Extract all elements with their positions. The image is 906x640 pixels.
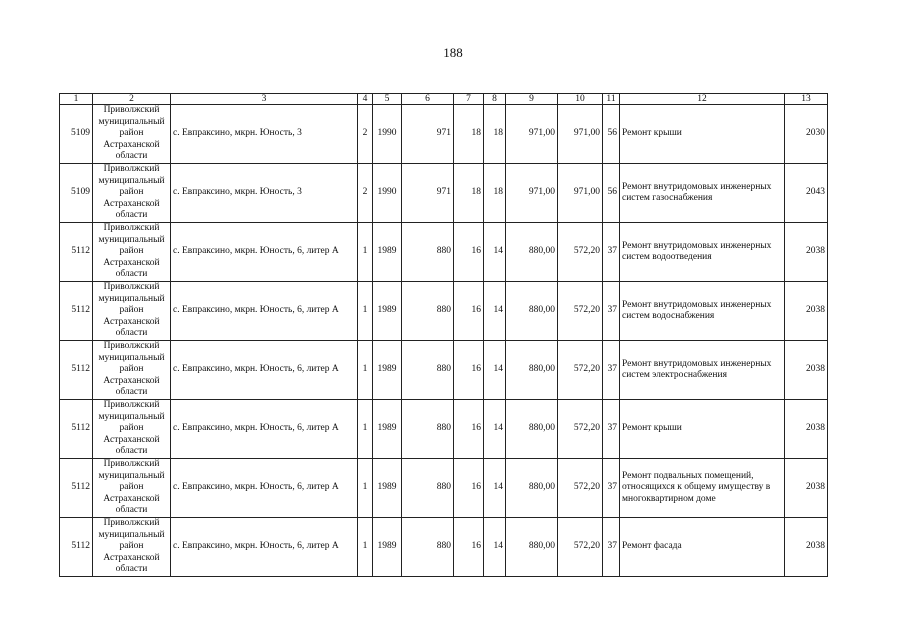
work-type-cell: Ремонт подвальных помещений, относящихся к общему имуществу в многоквартирном доме xyxy=(620,459,785,518)
build-year-cell: 1989 xyxy=(373,400,402,459)
col11-cell: 37 xyxy=(603,459,620,518)
area-cell: 880 xyxy=(402,223,454,282)
table-row xyxy=(60,164,828,223)
col10-cell: 971,00 xyxy=(558,164,603,223)
col8-cell: 14 xyxy=(484,341,506,400)
col11-cell: 37 xyxy=(603,341,620,400)
build-year-cell: 1989 xyxy=(373,223,402,282)
table-row xyxy=(60,282,828,341)
table-row xyxy=(60,518,828,577)
address-cell: с. Евпраксино, мкрн. Юность, 6, литер А xyxy=(171,341,358,400)
row-id-cell: 5112 xyxy=(60,341,93,400)
area-cell: 880 xyxy=(402,400,454,459)
table-row xyxy=(60,223,828,282)
repair-schedule-table xyxy=(59,93,828,577)
build-year-cell: 1989 xyxy=(373,459,402,518)
col7-cell: 16 xyxy=(454,341,484,400)
col11-cell: 37 xyxy=(603,518,620,577)
table-row xyxy=(60,341,828,400)
row-id-cell: 5112 xyxy=(60,459,93,518)
build-year-cell: 1989 xyxy=(373,341,402,400)
col11-cell: 56 xyxy=(603,105,620,164)
planned-year-cell: 2038 xyxy=(785,282,828,341)
district-cell: Приволжский муниципальный район Астраханской области xyxy=(93,164,171,223)
row-id-cell: 5112 xyxy=(60,282,93,341)
column-number-row xyxy=(60,94,828,105)
col10-cell: 572,20 xyxy=(558,341,603,400)
col7-cell: 16 xyxy=(454,518,484,577)
district-cell: Приволжский муниципальный район Астраханской области xyxy=(93,282,171,341)
col7-cell: 18 xyxy=(454,105,484,164)
district-cell: Приволжский муниципальный район Астраханской области xyxy=(93,518,171,577)
column-header: 5 xyxy=(373,94,402,105)
area-cell: 971 xyxy=(402,105,454,164)
planned-year-cell: 2038 xyxy=(785,223,828,282)
col8-cell: 18 xyxy=(484,164,506,223)
section-count-cell: 2 xyxy=(358,105,373,164)
column-header: 6 xyxy=(402,94,454,105)
planned-year-cell: 2030 xyxy=(785,105,828,164)
col7-cell: 18 xyxy=(454,164,484,223)
section-count-cell: 1 xyxy=(358,341,373,400)
work-type-cell: Ремонт внутридомовых инженерных систем газоснабжения xyxy=(620,164,785,223)
table-row xyxy=(60,459,828,518)
address-cell: с. Евпраксино, мкрн. Юность, 6, литер А xyxy=(171,459,358,518)
address-cell: с. Евпраксино, мкрн. Юность, 3 xyxy=(171,105,358,164)
col9-cell: 880,00 xyxy=(506,518,558,577)
col7-cell: 16 xyxy=(454,223,484,282)
col8-cell: 14 xyxy=(484,400,506,459)
col7-cell: 16 xyxy=(454,282,484,341)
col9-cell: 880,00 xyxy=(506,459,558,518)
column-header: 8 xyxy=(484,94,506,105)
col9-cell: 880,00 xyxy=(506,400,558,459)
col8-cell: 14 xyxy=(484,282,506,341)
col9-cell: 880,00 xyxy=(506,341,558,400)
address-cell: с. Евпраксино, мкрн. Юность, 6, литер А xyxy=(171,518,358,577)
section-count-cell: 1 xyxy=(358,459,373,518)
col11-cell: 37 xyxy=(603,400,620,459)
col10-cell: 572,20 xyxy=(558,459,603,518)
column-header: 3 xyxy=(171,94,358,105)
column-header: 12 xyxy=(620,94,785,105)
address-cell: с. Евпраксино, мкрн. Юность, 6, литер А xyxy=(171,400,358,459)
col9-cell: 880,00 xyxy=(506,282,558,341)
work-type-cell: Ремонт крыши xyxy=(620,105,785,164)
column-header: 9 xyxy=(506,94,558,105)
table-row xyxy=(60,105,828,164)
build-year-cell: 1990 xyxy=(373,105,402,164)
col9-cell: 971,00 xyxy=(506,105,558,164)
col10-cell: 572,20 xyxy=(558,282,603,341)
address-cell: с. Евпраксино, мкрн. Юность, 3 xyxy=(171,164,358,223)
address-cell: с. Евпраксино, мкрн. Юность, 6, литер А xyxy=(171,282,358,341)
section-count-cell: 1 xyxy=(358,282,373,341)
column-header: 2 xyxy=(93,94,171,105)
page-number: 188 xyxy=(443,45,463,60)
area-cell: 971 xyxy=(402,164,454,223)
column-header: 11 xyxy=(603,94,620,105)
section-count-cell: 2 xyxy=(358,164,373,223)
row-id-cell: 5112 xyxy=(60,518,93,577)
section-count-cell: 1 xyxy=(358,223,373,282)
area-cell: 880 xyxy=(402,459,454,518)
column-header: 7 xyxy=(454,94,484,105)
district-cell: Приволжский муниципальный район Астраханской области xyxy=(93,223,171,282)
area-cell: 880 xyxy=(402,341,454,400)
work-type-cell: Ремонт внутридомовых инженерных систем электроснабжения xyxy=(620,341,785,400)
planned-year-cell: 2038 xyxy=(785,400,828,459)
work-type-cell: Ремонт внутридомовых инженерных систем водоснабжения xyxy=(620,282,785,341)
build-year-cell: 1989 xyxy=(373,282,402,341)
area-cell: 880 xyxy=(402,282,454,341)
column-header: 13 xyxy=(785,94,828,105)
col11-cell: 37 xyxy=(603,223,620,282)
district-cell: Приволжский муниципальный район Астраханской области xyxy=(93,459,171,518)
col10-cell: 971,00 xyxy=(558,105,603,164)
col8-cell: 14 xyxy=(484,223,506,282)
work-type-cell: Ремонт внутридомовых инженерных систем водоотведения xyxy=(620,223,785,282)
table-row xyxy=(60,400,828,459)
col10-cell: 572,20 xyxy=(558,518,603,577)
col8-cell: 14 xyxy=(484,459,506,518)
district-cell: Приволжский муниципальный район Астраханской области xyxy=(93,400,171,459)
column-header: 1 xyxy=(60,94,93,105)
district-cell: Приволжский муниципальный район Астраханской области xyxy=(93,341,171,400)
col8-cell: 18 xyxy=(484,105,506,164)
planned-year-cell: 2038 xyxy=(785,341,828,400)
col7-cell: 16 xyxy=(454,400,484,459)
work-type-cell: Ремонт фасада xyxy=(620,518,785,577)
row-id-cell: 5112 xyxy=(60,400,93,459)
build-year-cell: 1990 xyxy=(373,164,402,223)
col7-cell: 16 xyxy=(454,459,484,518)
section-count-cell: 1 xyxy=(358,400,373,459)
col8-cell: 14 xyxy=(484,518,506,577)
planned-year-cell: 2038 xyxy=(785,459,828,518)
row-id-cell: 5109 xyxy=(60,105,93,164)
col11-cell: 37 xyxy=(603,282,620,341)
col9-cell: 971,00 xyxy=(506,164,558,223)
district-cell: Приволжский муниципальный район Астраханской области xyxy=(93,105,171,164)
col11-cell: 56 xyxy=(603,164,620,223)
column-header: 4 xyxy=(358,94,373,105)
col10-cell: 572,20 xyxy=(558,223,603,282)
build-year-cell: 1989 xyxy=(373,518,402,577)
column-header: 10 xyxy=(558,94,603,105)
address-cell: с. Евпраксино, мкрн. Юность, 6, литер А xyxy=(171,223,358,282)
row-id-cell: 5109 xyxy=(60,164,93,223)
work-type-cell: Ремонт крыши xyxy=(620,400,785,459)
area-cell: 880 xyxy=(402,518,454,577)
planned-year-cell: 2038 xyxy=(785,518,828,577)
planned-year-cell: 2043 xyxy=(785,164,828,223)
col9-cell: 880,00 xyxy=(506,223,558,282)
row-id-cell: 5112 xyxy=(60,223,93,282)
section-count-cell: 1 xyxy=(358,518,373,577)
col10-cell: 572,20 xyxy=(558,400,603,459)
